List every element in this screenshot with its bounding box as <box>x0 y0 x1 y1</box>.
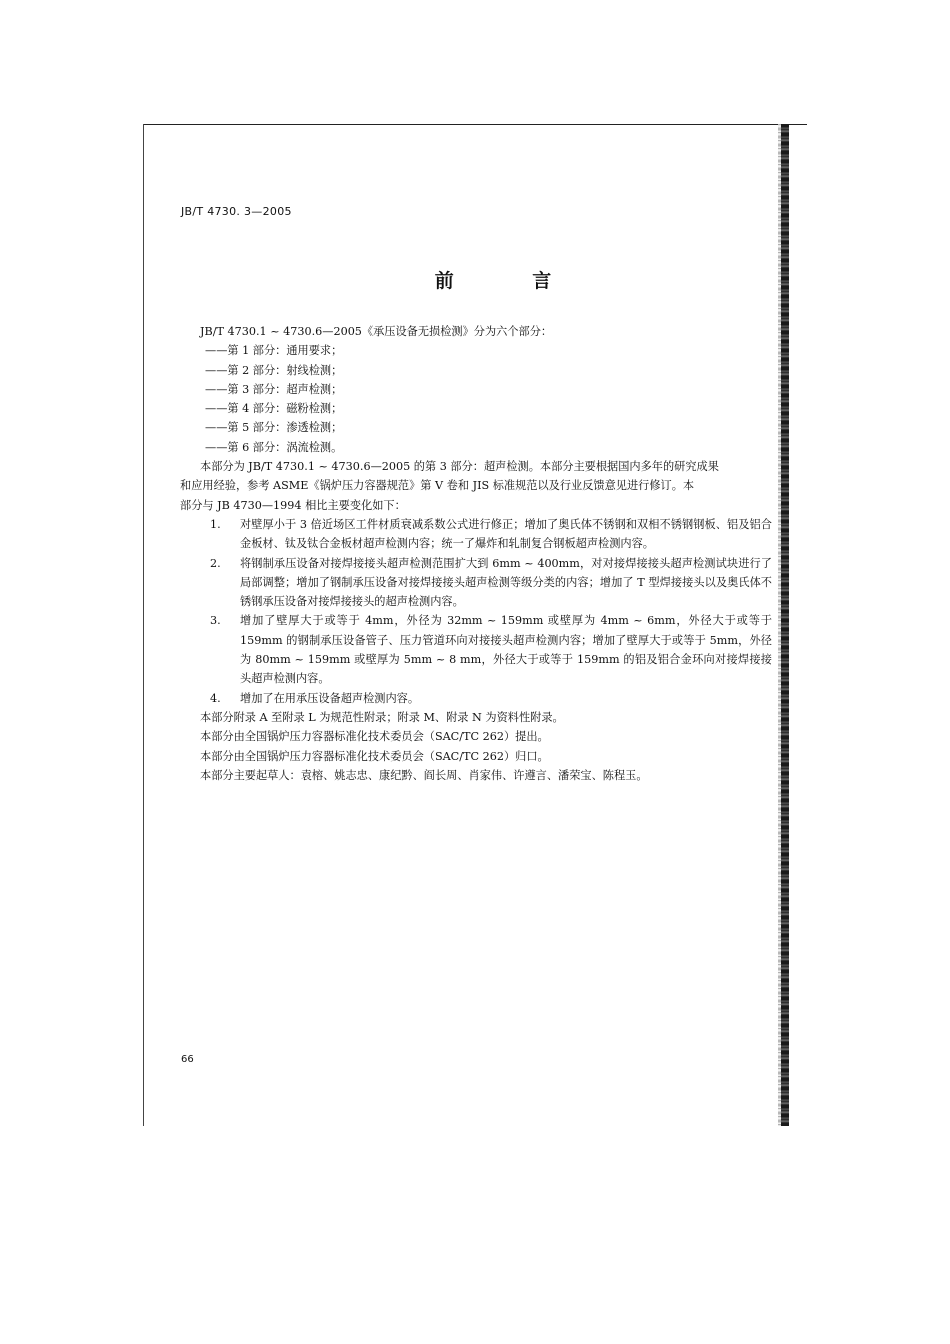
change-text: 增加了壁厚大于或等于 4mm，外径为 32mm ~ 159mm 或壁厚为 4mm ~ 6mm，外径大于或等于 159mm 的钢制承压设备管子、压力管道环向对接接头超声检测内容；增加了壁厚大于或等于 5mm，外径为 80mm ~ 159mm 或壁厚为 5mm ~ 8 mm，外径大于或等于 159mm 的铝及铝合金环向对接焊接接头超声检测内容。 <box>240 614 772 686</box>
part-item: ——第 2 部分：射线检测； <box>205 363 343 377</box>
change-item <box>210 554 772 612</box>
standard-code: JB/T 4730. 3—2005 <box>181 205 292 218</box>
change-number: 2. <box>210 556 221 570</box>
change-number: 3. <box>210 614 221 628</box>
paragraph-line: 部分与 JB 4730—1994 相比主要变化如下： <box>180 498 406 512</box>
closing-line: 本部分由全国锅炉压力容器标准化技术委员会（SAC/TC 262）提出。 <box>200 730 549 744</box>
paragraph-line: 本部分为 JB/T 4730.1 ~ 4730.6—2005 的第 3 部分：超声检测。本部分主要根据国内多年的研究成果 <box>200 460 719 474</box>
page-number: 66 <box>181 1054 194 1065</box>
intro-line: JB/T 4730.1 ~ 4730.6—2005《承压设备无损检测》分为六个部分： <box>200 325 553 338</box>
document-body <box>180 322 772 785</box>
part-item: ——第 5 部分：渗透检测； <box>205 421 343 435</box>
change-text: 对壁厚小于 3 倍近场区工件材质衰减系数公式进行修正；增加了奥氏体不锈钢和双相不锈钢钢板、铝及铝合金板材、钛及钛合金板材超声检测内容；统一了爆炸和轧制复合钢板超声检测内容。 <box>240 517 772 551</box>
change-number: 4. <box>210 691 221 705</box>
paragraph-line: 和应用经验，参考 ASME《锅炉压力容器规范》第 V 卷和 JIS 标准规范以及行业反馈意见进行修订。本 <box>180 479 695 493</box>
closing-line: 本部分由全国锅炉压力容器标准化技术委员会（SAC/TC 262）归口。 <box>200 749 549 763</box>
change-number: 1. <box>210 517 221 531</box>
part-item: ——第 3 部分：超声检测； <box>205 382 343 396</box>
page-title: 前 言 <box>434 270 588 292</box>
change-item <box>210 611 772 688</box>
closing-line: 本部分附录 A 至附录 L 为规范性附录；附录 M、附录 N 为资料性附录。 <box>200 710 564 724</box>
part-item: ——第 1 部分：通用要求； <box>205 344 343 358</box>
part-item: ——第 4 部分：磁粉检测； <box>205 402 343 416</box>
closing-line: 本部分主要起草人：袁榕、姚志忠、康纪黔、阎长周、肖家伟、许遵言、潘荣宝、陈程玉。 <box>200 768 648 782</box>
change-text: 将钢制承压设备对接焊接接头超声检测范围扩大到 6mm ~ 400mm，对对接焊接接头超声检测试块进行了局部调整；增加了钢制承压设备对接焊接接头超声检测等级分类的内容；增加了 T 型焊接接头以及奥氏体不锈钢承压设备对接焊接接头的超声检测内容。 <box>240 556 772 609</box>
change-item <box>210 515 772 554</box>
change-item <box>210 689 772 708</box>
page-top-edge <box>143 124 807 125</box>
part-item: ——第 6 部分：涡流检测。 <box>205 440 343 454</box>
change-text: 增加了在用承压设备超声检测内容。 <box>240 691 420 705</box>
